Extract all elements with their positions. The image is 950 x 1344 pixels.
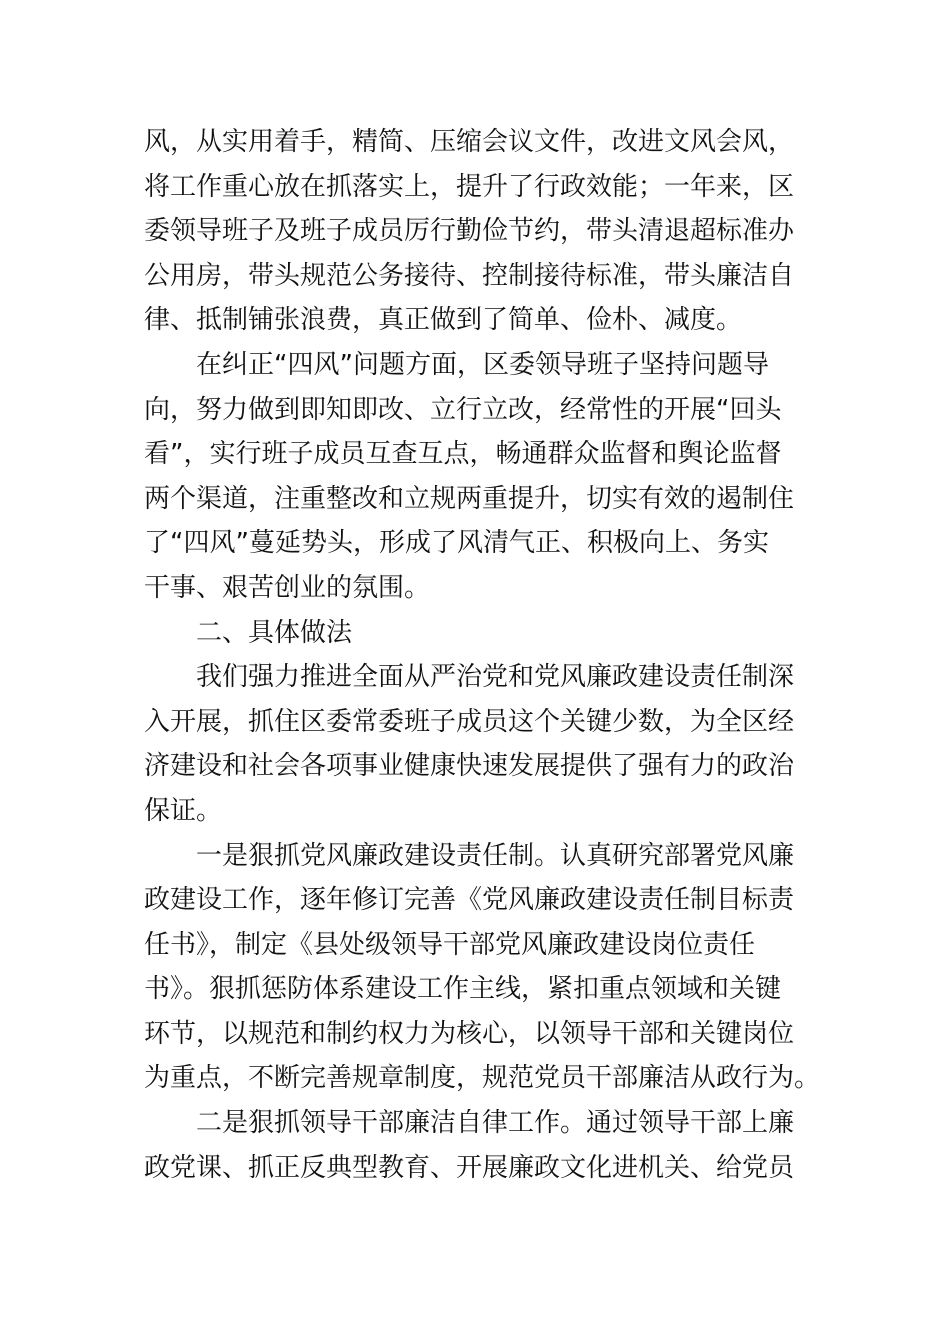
text-line: 济建设和社会各项事业健康快速发展提供了强有力的政治 [144, 751, 795, 782]
text-line: 委领导班子及班子成员厉行勤俭节约，带头清退超标准办 [144, 216, 795, 247]
text-line: 干事、艰苦创业的氛围。 [144, 572, 431, 603]
text-line: 将工作重心放在抓落实上，提升了行政效能；一年来，区 [144, 171, 795, 202]
paragraph-start-line: 在纠正“四风”问题方面，区委领导班子坚持问题导 [196, 349, 769, 380]
text-line: 政党课、抓正反典型教育、开展廉政文化进机关、给党员 [144, 1152, 795, 1183]
text-line: 两个渠道，注重整改和立规两重提升，切实有效的遏制住 [144, 483, 795, 514]
section-heading: 二、具体做法 [196, 617, 353, 648]
text-line: 为重点，不断完善规章制度，规范党员干部廉洁从政行为。 [144, 1063, 821, 1094]
text-line: 看”，实行班子成员互查互点，畅通群众监督和舆论监督 [144, 439, 782, 470]
text-line: 任书》，制定《县处级领导干部党风廉政建设岗位责任 [144, 929, 756, 960]
text-line: 政建设工作，逐年修订完善《党风廉政建设责任制目标责 [144, 885, 795, 916]
text-line: 入开展，抓住区委常委班子成员这个关键少数，为全区经 [144, 706, 795, 737]
paragraph-start-line: 一是狠抓党风廉政建设责任制。认真研究部署党风廉 [196, 840, 795, 871]
paragraph-start-line: 二是狠抓领导干部廉洁自律工作。通过领导干部上廉 [196, 1108, 795, 1139]
text-line: 律、抵制铺张浪费，真正做到了简单、俭朴、减度。 [144, 305, 743, 336]
document-body [144, 120, 821, 1190]
paragraph-start-line: 我们强力推进全面从严治党和党风廉政建设责任制深 [196, 662, 795, 693]
text-line: 公用房，带头规范公务接待、控制接待标准，带头廉洁自 [144, 260, 795, 291]
text-line: 风，从实用着手，精简、压缩会议文件，改进文风会风， [144, 127, 795, 157]
text-line: 了“四风”蔓延势头，形成了风清气正、积极向上、务实 [144, 528, 769, 559]
text-line: 向，努力做到即知即改、立行立改，经常性的开展“回头 [144, 394, 782, 425]
text-line: 保证。 [144, 795, 223, 826]
text-line: 书》。狠抓惩防体系建设工作主线，紧扣重点领域和关键 [144, 974, 782, 1005]
text-line: 环节，以规范和制约权力为核心，以领导干部和关键岗位 [144, 1018, 795, 1049]
